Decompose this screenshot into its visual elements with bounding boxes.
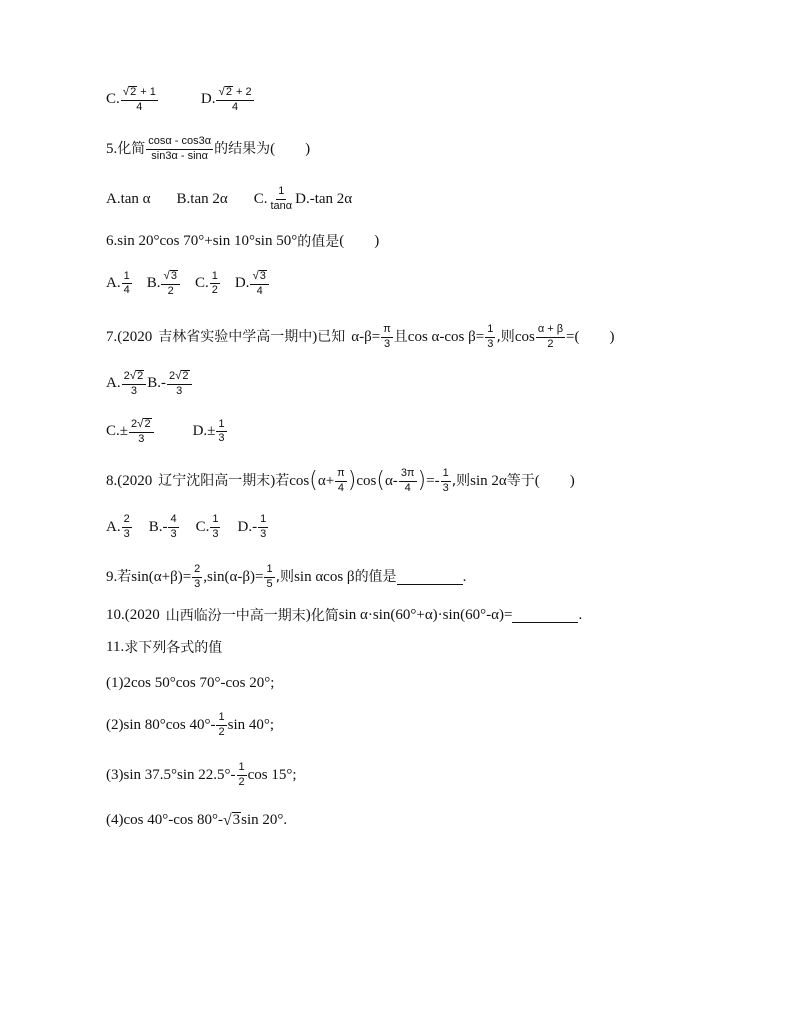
q8-option-b[interactable]	[149, 514, 180, 540]
square-root: √ 3	[222, 812, 241, 829]
q11-part-4	[106, 812, 287, 829]
answer-paren-close: )	[569, 472, 575, 489]
q8-stem	[106, 468, 575, 494]
fraction: 2 √ 2 3	[122, 370, 147, 397]
source-text: 吉林省实验中学高一期中	[158, 329, 313, 346]
stem-punctuation: .	[462, 568, 467, 585]
q8-options	[106, 514, 269, 540]
q8-option-a[interactable]	[106, 514, 133, 540]
stem-text: 的值是	[354, 569, 397, 586]
source-paren: )	[305, 607, 311, 623]
q6-option-b[interactable]	[147, 270, 181, 297]
stem-expression: sin αcos β	[294, 568, 355, 585]
q7-option-c[interactable]	[106, 418, 155, 445]
answer-blank[interactable]	[512, 608, 578, 623]
stem-expression: cos	[289, 472, 310, 489]
q5-option-a[interactable]: A.tan α	[106, 190, 151, 207]
option-label: D.	[234, 275, 250, 292]
big-paren-open: (	[309, 468, 318, 494]
part-expression: (2)sin 80°cos 40°-	[106, 716, 216, 733]
fraction: $\frac{\alpha + \beta}{2}$	[537, 323, 564, 350]
stem-text: 化简	[310, 607, 339, 624]
stem-expression: =-	[426, 472, 440, 489]
q5-option-b[interactable]: B.tan 2α	[176, 190, 228, 207]
answer-paren-close: )	[609, 328, 615, 345]
stem-text: 求下列各式的值	[124, 639, 223, 656]
answer-blank[interactable]	[397, 570, 463, 585]
fraction: √ 2 + 1 4	[122, 86, 156, 113]
stem-expression: α-β=	[351, 328, 381, 345]
q10-stem	[106, 608, 582, 623]
option-label: D.±	[192, 423, 216, 440]
part-expression: cos 15°;	[247, 766, 297, 783]
fraction: $\frac{1}{3}$	[442, 467, 449, 494]
option-label: C.±	[106, 423, 128, 440]
question-number: 10.(2020	[106, 607, 160, 623]
part-expression: (4)cos 40°-cos 80°-	[106, 811, 223, 828]
stem-punctuation: .	[578, 607, 583, 623]
fraction: 2 √ 2 3	[129, 418, 154, 445]
fraction: $\frac{1}{5}$	[266, 563, 273, 590]
option-label: C.	[253, 190, 268, 207]
option-label: A.	[106, 275, 121, 292]
q7-option-d[interactable]	[193, 419, 228, 445]
fraction: $\frac{1}{\tan\alpha}$	[270, 185, 293, 212]
stem-expression: ,sin(α-β)=	[203, 568, 264, 585]
fraction: √ 3 2	[161, 270, 179, 297]
stem-text: 等于	[506, 473, 535, 490]
option-label: D.	[200, 91, 216, 108]
option-label: B.-	[147, 375, 166, 392]
fraction: $\frac{1}{4}$	[123, 269, 130, 297]
fraction: $\frac{\pi}{4}$	[337, 467, 345, 494]
fraction: 2 √ 2 3	[167, 370, 192, 397]
stem-expression: sin α·sin(60°+α)·sin(60°-α)=	[338, 607, 513, 623]
part-expression: sin 40°;	[227, 716, 275, 733]
stem-text: 化简	[117, 141, 146, 158]
q4-option-d[interactable]	[201, 86, 255, 113]
stem-text: 若	[275, 473, 290, 490]
option-label: C.	[195, 518, 210, 535]
question-number: 9.	[106, 568, 118, 585]
fraction: $\frac{2}{3}$	[194, 563, 201, 590]
q6-stem	[106, 234, 379, 249]
stem-text: 若	[117, 569, 132, 586]
part-expression: sin 20°.	[241, 811, 288, 828]
answer-paren-open: (	[270, 140, 276, 157]
option-label: D.-	[237, 518, 258, 535]
stem-expression: cos	[356, 472, 377, 489]
fraction: $\frac{2}{3}$	[123, 513, 130, 540]
answer-paren-open: (	[574, 328, 580, 345]
fraction: $\frac{\pi}{3}$	[383, 323, 391, 350]
fraction: $\frac{\cos\alpha - \cos 3\alpha}{\sin 3\alpha - \sin\alpha}$	[148, 135, 212, 162]
q7-options-row2	[106, 418, 228, 445]
q6-option-c[interactable]	[195, 271, 221, 297]
stem-expression: α+	[317, 472, 335, 489]
big-paren-open: (	[376, 468, 385, 494]
answer-paren-close: )	[374, 233, 380, 249]
q7-options-row1	[106, 370, 193, 397]
fraction: √ 2 + 2 4	[218, 86, 252, 113]
source-paren: )	[312, 328, 318, 345]
source-text: 山西临汾一中高一期末	[165, 607, 306, 624]
q5-options	[106, 186, 352, 212]
option-label: A.	[106, 375, 121, 392]
q6-options	[106, 270, 270, 297]
q11-stem	[106, 640, 222, 655]
fraction: $\frac{1}{3}$	[260, 513, 267, 540]
fraction: √ 3 4	[250, 270, 268, 297]
stem-text: ,则	[451, 473, 471, 490]
answer-paren-close: )	[305, 140, 311, 157]
q4-options	[106, 86, 255, 113]
stem-expression: α-	[384, 472, 398, 489]
fraction: $\frac{1}{3}$	[218, 417, 225, 445]
fraction: $\frac{1}{2}$	[218, 711, 225, 738]
answer-paren-open: (	[534, 472, 540, 489]
stem-expression: =	[566, 328, 575, 345]
option-label: B.	[146, 275, 161, 292]
big-paren-close: )	[347, 468, 357, 494]
q11-part-3	[106, 762, 297, 788]
option-label: C.	[106, 91, 120, 108]
part-expression: (1)2cos 50°cos 70°-cos 20°;	[106, 675, 275, 691]
question-number: 5.	[106, 140, 118, 157]
answer-paren-open: (	[339, 233, 345, 249]
stem-text: 的结果为	[214, 141, 271, 158]
source-text: 辽宁沈阳高一期末	[158, 473, 271, 490]
q5-option-d[interactable]: D.-tan 2α	[295, 190, 353, 207]
fraction: $\frac{1}{3}$	[487, 323, 494, 350]
q7-option-b[interactable]	[147, 370, 192, 397]
q11-part-1	[106, 676, 274, 691]
q8-option-c[interactable]	[196, 514, 222, 540]
stem-expression: sin(α+β)=	[131, 568, 192, 585]
stem-text: 已知	[317, 329, 346, 346]
q7-stem	[106, 324, 615, 350]
stem-text: 且	[393, 329, 408, 346]
q9-stem	[106, 564, 466, 590]
fraction: $\frac{1}{2}$	[238, 761, 245, 788]
stem-expression: cos	[514, 328, 535, 345]
q5-stem	[106, 136, 310, 162]
stem-text: ,则	[275, 569, 295, 586]
question-number: 7.(2020	[106, 328, 153, 345]
option-label: C.	[194, 275, 209, 292]
q6-option-a[interactable]	[106, 271, 133, 297]
stem-expression: sin 2α	[470, 472, 507, 489]
q7-option-a[interactable]	[106, 370, 147, 397]
q4-option-c[interactable]	[106, 86, 159, 113]
source-paren: )	[270, 472, 276, 489]
big-paren-close: )	[417, 468, 427, 494]
fraction: $\frac{3\pi}{4}$	[400, 467, 415, 494]
option-label: B.-	[148, 518, 168, 535]
fraction: $\frac{1}{3}$	[212, 513, 219, 540]
q6-option-d[interactable]	[235, 270, 270, 297]
q8-option-d[interactable]	[237, 514, 269, 540]
stem-expression: cos α-cos β=	[407, 328, 485, 345]
fraction: $\frac{1}{2}$	[211, 269, 218, 297]
option-label: A.	[106, 518, 121, 535]
stem-expression: 6.sin 20°cos 70°+sin 10°sin 50°	[106, 233, 298, 249]
q11-part-2	[106, 712, 274, 738]
part-expression: (3)sin 37.5°sin 22.5°-	[106, 766, 236, 783]
q5-option-c[interactable]	[254, 186, 295, 212]
stem-text: ,则	[496, 329, 515, 346]
stem-text: 的值是	[297, 233, 340, 250]
question-number: 8.(2020	[106, 472, 153, 489]
question-number: 11.	[106, 639, 125, 655]
fraction: $\frac{4}{3}$	[170, 513, 177, 540]
